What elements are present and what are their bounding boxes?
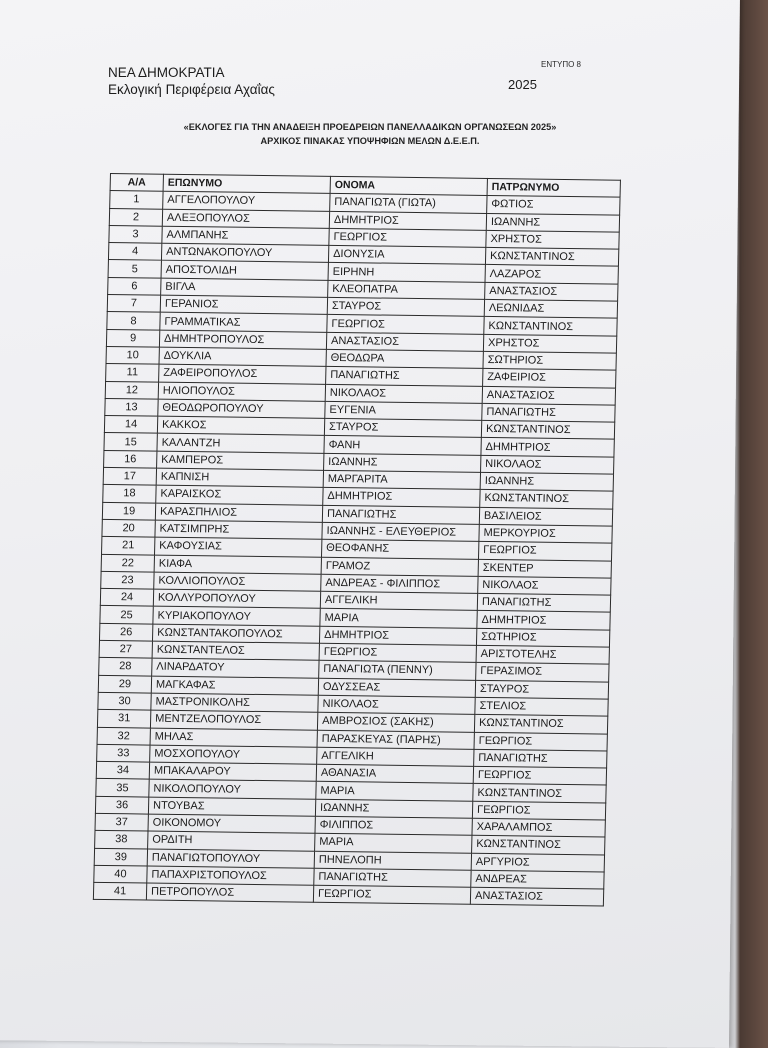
name-cell: ΑΓΓΕΛΙΚΗ <box>320 591 477 610</box>
electoral-region: Εκλογική Περιφέρεια Αχαΐας <box>108 82 275 97</box>
document-subtitle: ΑΡΧΙΚΟΣ ΠΙΝΑΚΑΣ ΥΠΟΨΗΦΙΩΝ ΜΕΛΩΝ Δ.Ε.Ε.Π. <box>260 136 480 146</box>
column-header-surname: ΕΠΩΝΥΜΟ <box>163 174 330 193</box>
name-cell: ΚΛΕΟΠΑΤΡΑ <box>328 280 485 299</box>
name-cell: ΠΑΡΑΣΚΕΥΑΣ (ΠΑΡΗΣ) <box>317 730 474 749</box>
form-number: ΕΝΤΥΠΟ 8 <box>541 60 582 69</box>
row-number: 21 <box>102 537 155 555</box>
row-number: 37 <box>95 813 148 831</box>
surname-cell: ΚΑΡΑΣΠΗΛΙΟΣ <box>155 503 322 522</box>
row-number: 38 <box>95 831 148 849</box>
table-body <box>93 191 620 907</box>
patronymic-cell: ΒΑΣΙΛΕΙΟΣ <box>479 507 612 526</box>
surname-cell: ΚΑΠΝΙΣΗ <box>156 468 323 487</box>
patronymic-cell: ΑΝΑΣΤΑΣΙΟΣ <box>470 887 603 906</box>
surname-cell: ΚΑΦΟΥΣΙΑΣ <box>155 537 322 556</box>
patronymic-cell: ΚΩΝΣΤΑΝΤΙΝΟΣ <box>473 784 606 803</box>
row-number: 3 <box>109 225 162 243</box>
row-number: 12 <box>105 381 158 399</box>
row-number: 1 <box>110 191 163 209</box>
name-cell: ΟΔΥΣΣΕΑΣ <box>318 678 475 697</box>
patronymic-cell: ΚΩΝΣΤΑΝΤΙΝΟΣ <box>481 421 614 440</box>
name-cell: ΠΑΝΑΓΙΩΤΑ (ΓΙΩΤΑ) <box>330 194 487 213</box>
surname-cell: ΚΑΛΑΝΤΖΗ <box>157 434 324 453</box>
patronymic-cell: ΖΑΦΕΙΡΙΟΣ <box>483 369 616 388</box>
row-number: 33 <box>97 744 150 762</box>
row-number: 14 <box>104 416 157 434</box>
patronymic-cell: ΑΝΔΡΕΑΣ <box>471 870 604 889</box>
name-cell: ΑΜΒΡΟΣΙΟΣ (ΣΑΚΗΣ) <box>317 712 474 731</box>
surname-cell: ΜΑΣΤΡΟΝΙΚΟΛΗΣ <box>151 693 318 712</box>
row-number: 40 <box>94 865 147 883</box>
patronymic-cell: ΚΩΝΣΤΑΝΤΙΝΟΣ <box>472 836 605 855</box>
surname-cell: ΜΠΑΚΑΛΑΡΟΥ <box>149 762 316 781</box>
row-number: 9 <box>106 329 159 347</box>
patronymic-cell: ΓΕΩΡΓΙΟΣ <box>472 801 605 820</box>
patronymic-cell: ΦΩΤΙΟΣ <box>487 196 620 215</box>
surname-cell: ΚΟΛΛΥΡΟΠΟΥΛΟΥ <box>153 589 320 608</box>
surname-cell: ΔΗΜΗΤΡΟΠΟΥΛΟΣ <box>159 330 326 349</box>
surname-cell: ΚΑΤΣΙΜΠΡΗΣ <box>155 520 322 539</box>
name-cell: ΘΕΟΔΩΡΑ <box>326 349 483 368</box>
row-number: 4 <box>108 243 161 261</box>
patronymic-cell: ΠΑΝΑΓΙΩΤΗΣ <box>477 593 610 612</box>
row-number: 23 <box>101 571 154 589</box>
surname-cell: ΜΕΝΤΖΕΛΟΠΟΥΛΟΣ <box>150 710 317 729</box>
patronymic-cell: ΔΗΜΗΤΡΙΟΣ <box>477 611 610 630</box>
name-cell: ΕΙΡΗΝΗ <box>328 263 485 282</box>
patronymic-cell: ΚΩΝΣΤΑΝΤΙΝΟΣ <box>484 317 617 336</box>
name-cell: ΔΗΜΗΤΡΙΟΣ <box>319 626 476 645</box>
patronymic-cell: ΝΙΚΟΛΑΟΣ <box>481 455 614 474</box>
patronymic-cell: ΣΩΤΗΡΙΟΣ <box>483 351 616 370</box>
row-number: 16 <box>104 450 157 468</box>
surname-cell: ΝΙΚΟΛΟΠΟΥΛΟΥ <box>149 779 316 798</box>
name-cell: ΝΙΚΟΛΑΟΣ <box>318 695 475 714</box>
patronymic-cell: ΣΚΕΝΤΕΡ <box>478 559 611 578</box>
row-number: 30 <box>98 692 151 710</box>
row-number: 8 <box>107 312 160 330</box>
patronymic-cell: ΜΕΡΚΟΥΡΙΟΣ <box>479 524 612 543</box>
name-cell: ΓΕΩΡΓΙΟΣ <box>313 885 470 904</box>
name-cell: ΣΤΑΥΡΟΣ <box>327 297 484 316</box>
row-number: 17 <box>103 467 156 485</box>
name-cell: ΜΑΡΙΑ <box>320 609 477 628</box>
patronymic-cell: ΓΕΩΡΓΙΟΣ <box>473 766 606 785</box>
name-cell: ΑΓΓΕΛΙΚΗ <box>317 747 474 766</box>
surname-cell: ΓΕΡΑΝΙΟΣ <box>160 295 327 314</box>
party-name: ΝΕΑ ΔΗΜΟΚΡΑΤΙΑ <box>108 65 225 80</box>
surname-cell: ΑΛΕΞΟΠΟΥΛΟΣ <box>162 209 329 228</box>
surname-cell: ΒΙΓΛΑ <box>161 278 328 297</box>
row-number: 41 <box>93 883 146 901</box>
row-number: 15 <box>104 433 157 451</box>
name-cell: ΓΡΑΜΟΖ <box>321 557 478 576</box>
surname-cell: ΓΡΑΜΜΑΤΙΚΑΣ <box>160 313 327 332</box>
row-number: 2 <box>109 208 162 226</box>
row-number: 26 <box>99 623 152 641</box>
row-number: 5 <box>108 260 161 278</box>
row-number: 6 <box>108 277 161 295</box>
surname-cell: ΚΑΚΚΟΣ <box>157 416 324 435</box>
patronymic-cell: ΚΩΝΣΤΑΝΤΙΝΟΣ <box>485 248 618 267</box>
candidates-table <box>93 173 621 907</box>
name-cell: ΔΗΜΗΤΡΙΟΣ <box>329 211 486 230</box>
name-cell: ΠΑΝΑΓΙΩΤΑ (ΠΕΝΝΥ) <box>319 661 476 680</box>
surname-cell: ΜΑΓΚΑΦΑΣ <box>151 676 318 695</box>
document-header-left <box>108 64 275 98</box>
row-number: 20 <box>102 519 155 537</box>
patronymic-cell: ΚΩΝΣΤΑΝΤΙΝΟΣ <box>480 490 613 509</box>
surname-cell: ΟΡΔΙΤΗ <box>148 831 315 850</box>
patronymic-cell: ΑΡΙΣΤΟΤΕΛΗΣ <box>476 645 609 664</box>
surname-cell: ΚΑΜΠΕΡΟΣ <box>157 451 324 470</box>
surname-cell: ΑΓΓΕΛΟΠΟΥΛΟΥ <box>163 191 330 210</box>
name-cell: ΠΑΝΑΓΙΩΤΗΣ <box>322 505 479 524</box>
name-cell: ΠΑΝΑΓΙΩΤΗΣ <box>314 868 471 887</box>
name-cell: ΓΕΩΡΓΙΟΣ <box>329 228 486 247</box>
surname-cell: ΑΛΜΠΑΝΗΣ <box>162 226 329 245</box>
document-title: «ΕΚΛΟΓΕΣ ΓΙΑ ΤΗΝ ΑΝΑΔΕΙΞΗ ΠΡΟΕΔΡΕΙΩΝ ΠΑΝΕΛΛΑΔΙΚΩΝ ΟΡΓΑΝΩΣΕΩΝ 2025» <box>183 122 557 132</box>
surname-cell: ΠΑΠΑΧΡΙΣΤΟΠΟΥΛΟΣ <box>147 866 314 885</box>
surname-cell: ΚΩΝΣΤΑΝΤΕΛΟΣ <box>152 641 319 660</box>
name-cell: ΕΥΓΕΝΙΑ <box>325 401 482 420</box>
row-number: 24 <box>100 589 153 607</box>
row-number: 32 <box>97 727 150 745</box>
surname-cell: ΔΟΥΚΛΙΑ <box>159 347 326 366</box>
patronymic-cell: ΑΡΓΥΡΙΟΣ <box>471 853 604 872</box>
name-cell: ΑΝΑΣΤΑΣΙΟΣ <box>326 332 483 351</box>
surname-cell: ΠΑΝΑΓΙΩΤΟΠΟΥΛΟΥ <box>147 849 314 868</box>
surname-cell: ΝΤΟΥΒΑΣ <box>148 797 315 816</box>
name-cell: ΓΕΩΡΓΙΟΣ <box>327 315 484 334</box>
patronymic-cell: ΑΝΑΣΤΑΣΙΟΣ <box>485 282 618 301</box>
name-cell: ΙΩΑΝΝΗΣ - ΕΛΕΥΘΕΡΙΟΣ <box>322 522 479 541</box>
surname-cell: ΚΑΡΑΙΣΚΟΣ <box>156 485 323 504</box>
surname-cell: ΠΕΤΡΟΠΟΥΛΟΣ <box>146 883 313 902</box>
column-header-number: Α/Α <box>110 174 163 192</box>
name-cell: ΠΑΝΑΓΙΩΤΗΣ <box>326 367 483 386</box>
row-number: 39 <box>94 848 147 866</box>
name-cell: ΜΑΡΙΑ <box>316 782 473 801</box>
patronymic-cell: ΓΕΩΡΓΙΟΣ <box>478 542 611 561</box>
patronymic-cell: ΓΕΡΑΣΙΜΟΣ <box>476 663 609 682</box>
surname-cell: ΚΙΑΦΑ <box>154 555 321 574</box>
patronymic-cell: ΠΑΝΑΓΙΩΤΗΣ <box>474 749 607 768</box>
row-number: 10 <box>106 346 159 364</box>
name-cell: ΔΗΜΗΤΡΙΟΣ <box>323 488 480 507</box>
patronymic-cell: ΣΤΕΛΙΟΣ <box>475 697 608 716</box>
name-cell: ΑΘΑΝΑΣΙΑ <box>316 764 473 783</box>
name-cell: ΣΤΑΥΡΟΣ <box>324 418 481 437</box>
surname-cell: ΚΟΛΛΙΟΠΟΥΛΟΣ <box>154 572 321 591</box>
patronymic-cell: ΛΑΖΑΡΟΣ <box>485 265 618 284</box>
surname-cell: ΘΕΟΔΩΡΟΠΟΥΛΟΥ <box>158 399 325 418</box>
row-number: 28 <box>99 658 152 676</box>
patronymic-cell: ΛΕΩΝΙΔΑΣ <box>484 299 617 318</box>
surname-cell: ΖΑΦΕΙΡΟΠΟΥΛΟΣ <box>159 364 326 383</box>
name-cell: ΑΝΔΡΕΑΣ - ΦΙΛΙΠΠΟΣ <box>321 574 478 593</box>
column-header-patronymic: ΠΑΤΡΩΝΥΜΟ <box>487 178 620 197</box>
row-number: 25 <box>100 606 153 624</box>
patronymic-cell: ΣΤΑΥΡΟΣ <box>475 680 608 699</box>
patronymic-cell: ΚΩΝΣΤΑΝΤΙΝΟΣ <box>474 715 607 734</box>
surname-cell: ΚΥΡΙΑΚΟΠΟΥΛΟΥ <box>153 607 320 626</box>
name-cell: ΜΑΡΓΑΡΙΤΑ <box>323 470 480 489</box>
row-number: 35 <box>96 779 149 797</box>
patronymic-cell: ΑΝΑΣΤΑΣΙΟΣ <box>482 386 615 405</box>
row-number: 27 <box>99 640 152 658</box>
patronymic-cell: ΙΩΑΝΝΗΣ <box>486 213 619 232</box>
name-cell: ΦΙΛΙΠΠΟΣ <box>315 816 472 835</box>
patronymic-cell: ΧΡΗΣΤΟΣ <box>486 230 619 249</box>
document-year: 2025 <box>508 77 537 92</box>
patronymic-cell: ΙΩΑΝΝΗΣ <box>480 472 613 491</box>
row-number: 22 <box>101 554 154 572</box>
row-number: 29 <box>98 675 151 693</box>
name-cell: ΦΑΝΗ <box>324 436 481 455</box>
patronymic-cell: ΔΗΜΗΤΡΙΟΣ <box>481 438 614 457</box>
surname-cell: ΚΩΝΣΤΑΝΤΑΚΟΠΟΥΛΟΣ <box>152 624 319 643</box>
name-cell: ΠΗΝΕΛΟΠΗ <box>314 851 471 870</box>
name-cell: ΜΑΡΙΑ <box>315 834 472 853</box>
surname-cell: ΜΗΛΑΣ <box>150 728 317 747</box>
surname-cell: ΜΟΣΧΟΠΟΥΛΟΥ <box>150 745 317 764</box>
column-header-name: ΟΝΟΜΑ <box>330 176 487 195</box>
surname-cell: ΑΠΟΣΤΟΛΙΔΗ <box>161 261 328 280</box>
patronymic-cell: ΧΡΗΣΤΟΣ <box>483 334 616 353</box>
row-number: 34 <box>96 761 149 779</box>
surname-cell: ΛΙΝΑΡΔΑΤΟΥ <box>152 658 319 677</box>
name-cell: ΝΙΚΟΛΑΟΣ <box>325 384 482 403</box>
patronymic-cell: ΣΩΤΗΡΙΟΣ <box>476 628 609 647</box>
row-number: 13 <box>105 398 158 416</box>
row-number: 36 <box>95 796 148 814</box>
name-cell: ΙΩΑΝΝΗΣ <box>324 453 481 472</box>
patronymic-cell: ΝΙΚΟΛΑΟΣ <box>478 576 611 595</box>
row-number: 18 <box>103 485 156 503</box>
surname-cell: ΗΛΙΟΠΟΥΛΟΣ <box>158 382 325 401</box>
patronymic-cell: ΓΕΩΡΓΙΟΣ <box>474 732 607 751</box>
surname-cell: ΑΝΤΩΝΑΚΟΠΟΥΛΟΥ <box>161 243 328 262</box>
patronymic-cell: ΧΑΡΑΛΑΜΠΟΣ <box>472 818 605 837</box>
row-number: 19 <box>102 502 155 520</box>
row-number: 11 <box>106 364 159 382</box>
name-cell: ΙΩΑΝΝΗΣ <box>315 799 472 818</box>
name-cell: ΓΕΩΡΓΙΟΣ <box>319 643 476 662</box>
name-cell: ΔΙΟΝΥΣΙΑ <box>328 246 485 265</box>
patronymic-cell: ΠΑΝΑΓΙΩΤΗΣ <box>482 403 615 422</box>
row-number: 31 <box>97 710 150 728</box>
surname-cell: ΟΙΚΟΝΟΜΟΥ <box>148 814 315 833</box>
name-cell: ΘΕΟΦΑΝΗΣ <box>322 540 479 559</box>
row-number: 7 <box>107 295 160 313</box>
